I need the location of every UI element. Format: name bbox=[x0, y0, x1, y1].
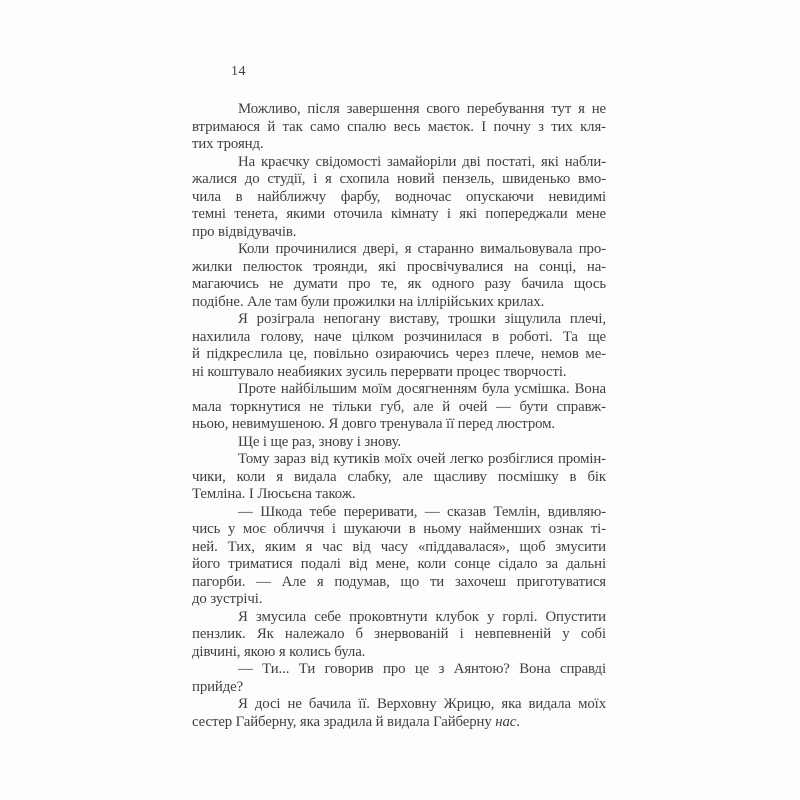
paragraph bbox=[192, 434, 606, 452]
text-line: про відвідувачів. bbox=[192, 223, 297, 240]
text-line: Проте найбільшим моїм досягненням була усмішка. Вона bbox=[238, 381, 606, 397]
text-line: пагорби. — Але я подумав, що ти захочеш приготуватися bbox=[192, 573, 606, 590]
text-line: до зустрічі. bbox=[192, 591, 263, 607]
paragraph bbox=[192, 311, 606, 381]
text-line: — Шкода тебе переривати, — сказав Темлін, вдивляю- bbox=[238, 503, 606, 520]
text-line: дівчині, якою я колись була. bbox=[192, 643, 366, 660]
text-line: втримаюся й так само спалю весь маєток. І почну з тих кля- bbox=[192, 118, 606, 135]
paragraph bbox=[192, 101, 606, 154]
text-line: чись у моє обличчя і шукаючи в ньому найменших ознак ті- bbox=[192, 521, 606, 537]
text-line: жалися до студії, і я схопила новий пензель, швиденько вмо- bbox=[192, 171, 606, 187]
text-line: ней. Тих, яким я час від часу «піддавалася», щоб змусити bbox=[192, 538, 606, 555]
text-line: чила в найближчу фарбу, водночас опускаючи невидимі bbox=[192, 188, 606, 205]
text-line: Я досі не бачила її. Верховну Жрицю, яка видала моїх bbox=[238, 696, 606, 712]
text-line: чики, коли я видала слабку, але щасливу посмішку в бік bbox=[192, 468, 606, 485]
paragraph bbox=[192, 451, 606, 504]
text-line: ньою, невимушеною. Я довго тренувала її перед люстром. bbox=[192, 416, 555, 432]
paragraph bbox=[192, 696, 606, 731]
text-block bbox=[192, 101, 606, 731]
text-line: Я розіграла непогану виставу, трошки зіщулила плечі, bbox=[238, 311, 606, 327]
text-line: На краєчку свідомості замайоріли дві постаті, які набли- bbox=[238, 153, 606, 170]
paragraph bbox=[192, 381, 606, 434]
text-line: Коли прочинилися двері, я старанно вимальовувала про- bbox=[238, 241, 606, 257]
text-line: й підкреслила це, повільно озираючись через плече, немов ме- bbox=[192, 346, 606, 362]
text-line: — Ти... Ти говорив про це з Аянтою? Вона справді прийде? bbox=[192, 661, 606, 695]
text-line: Можливо, після завершення свого перебування тут я не bbox=[238, 101, 606, 117]
text-line: темні тенета, якими оточила кімнату і які попереджали мене bbox=[192, 206, 606, 222]
text-line: Ще і ще раз, знову і знову. bbox=[238, 433, 401, 450]
text-line: Темліна. І Люсьєна також. bbox=[192, 486, 356, 502]
paragraph bbox=[192, 609, 606, 662]
text-line: подібне. Але там були прожилки на іллірійських крилах. bbox=[192, 293, 545, 310]
text-line: магаючись не думати про те, як одного разу бачила щось bbox=[192, 276, 606, 292]
text-line: жилки пелюсток троянди, які просвічувалися на сонці, на- bbox=[192, 258, 606, 275]
text-line: ні коштувало неабияких зусиль перервати процес творчості. bbox=[192, 363, 567, 380]
paragraph bbox=[192, 154, 606, 242]
text-line: пензлик. Як належало б знервованій і невпевненій у собі bbox=[192, 626, 606, 642]
page-number: 14 bbox=[231, 64, 246, 79]
paragraph bbox=[192, 504, 606, 609]
text-line: мала торкнутися не тільки губ, але й очей — бути справж- bbox=[192, 398, 606, 415]
text-line: Я змусила себе проковтнути клубок у горлі. Опустити bbox=[238, 608, 606, 625]
text-line: Тому зараз від кутиків моїх очей легко розбіглися промін- bbox=[238, 451, 606, 467]
text-line: тих троянд. bbox=[192, 136, 264, 152]
text-line: сестер Гайберну, яка зрадила й видала Гайберну нас. bbox=[192, 713, 520, 730]
paragraph bbox=[192, 661, 606, 696]
text-line: нахилила голову, наче цілком розчинилася в роботі. Та ще bbox=[192, 328, 606, 345]
paragraph bbox=[192, 241, 606, 311]
text-line: його триматися подалі від мене, коли сонце сідало за дальні bbox=[192, 556, 606, 572]
